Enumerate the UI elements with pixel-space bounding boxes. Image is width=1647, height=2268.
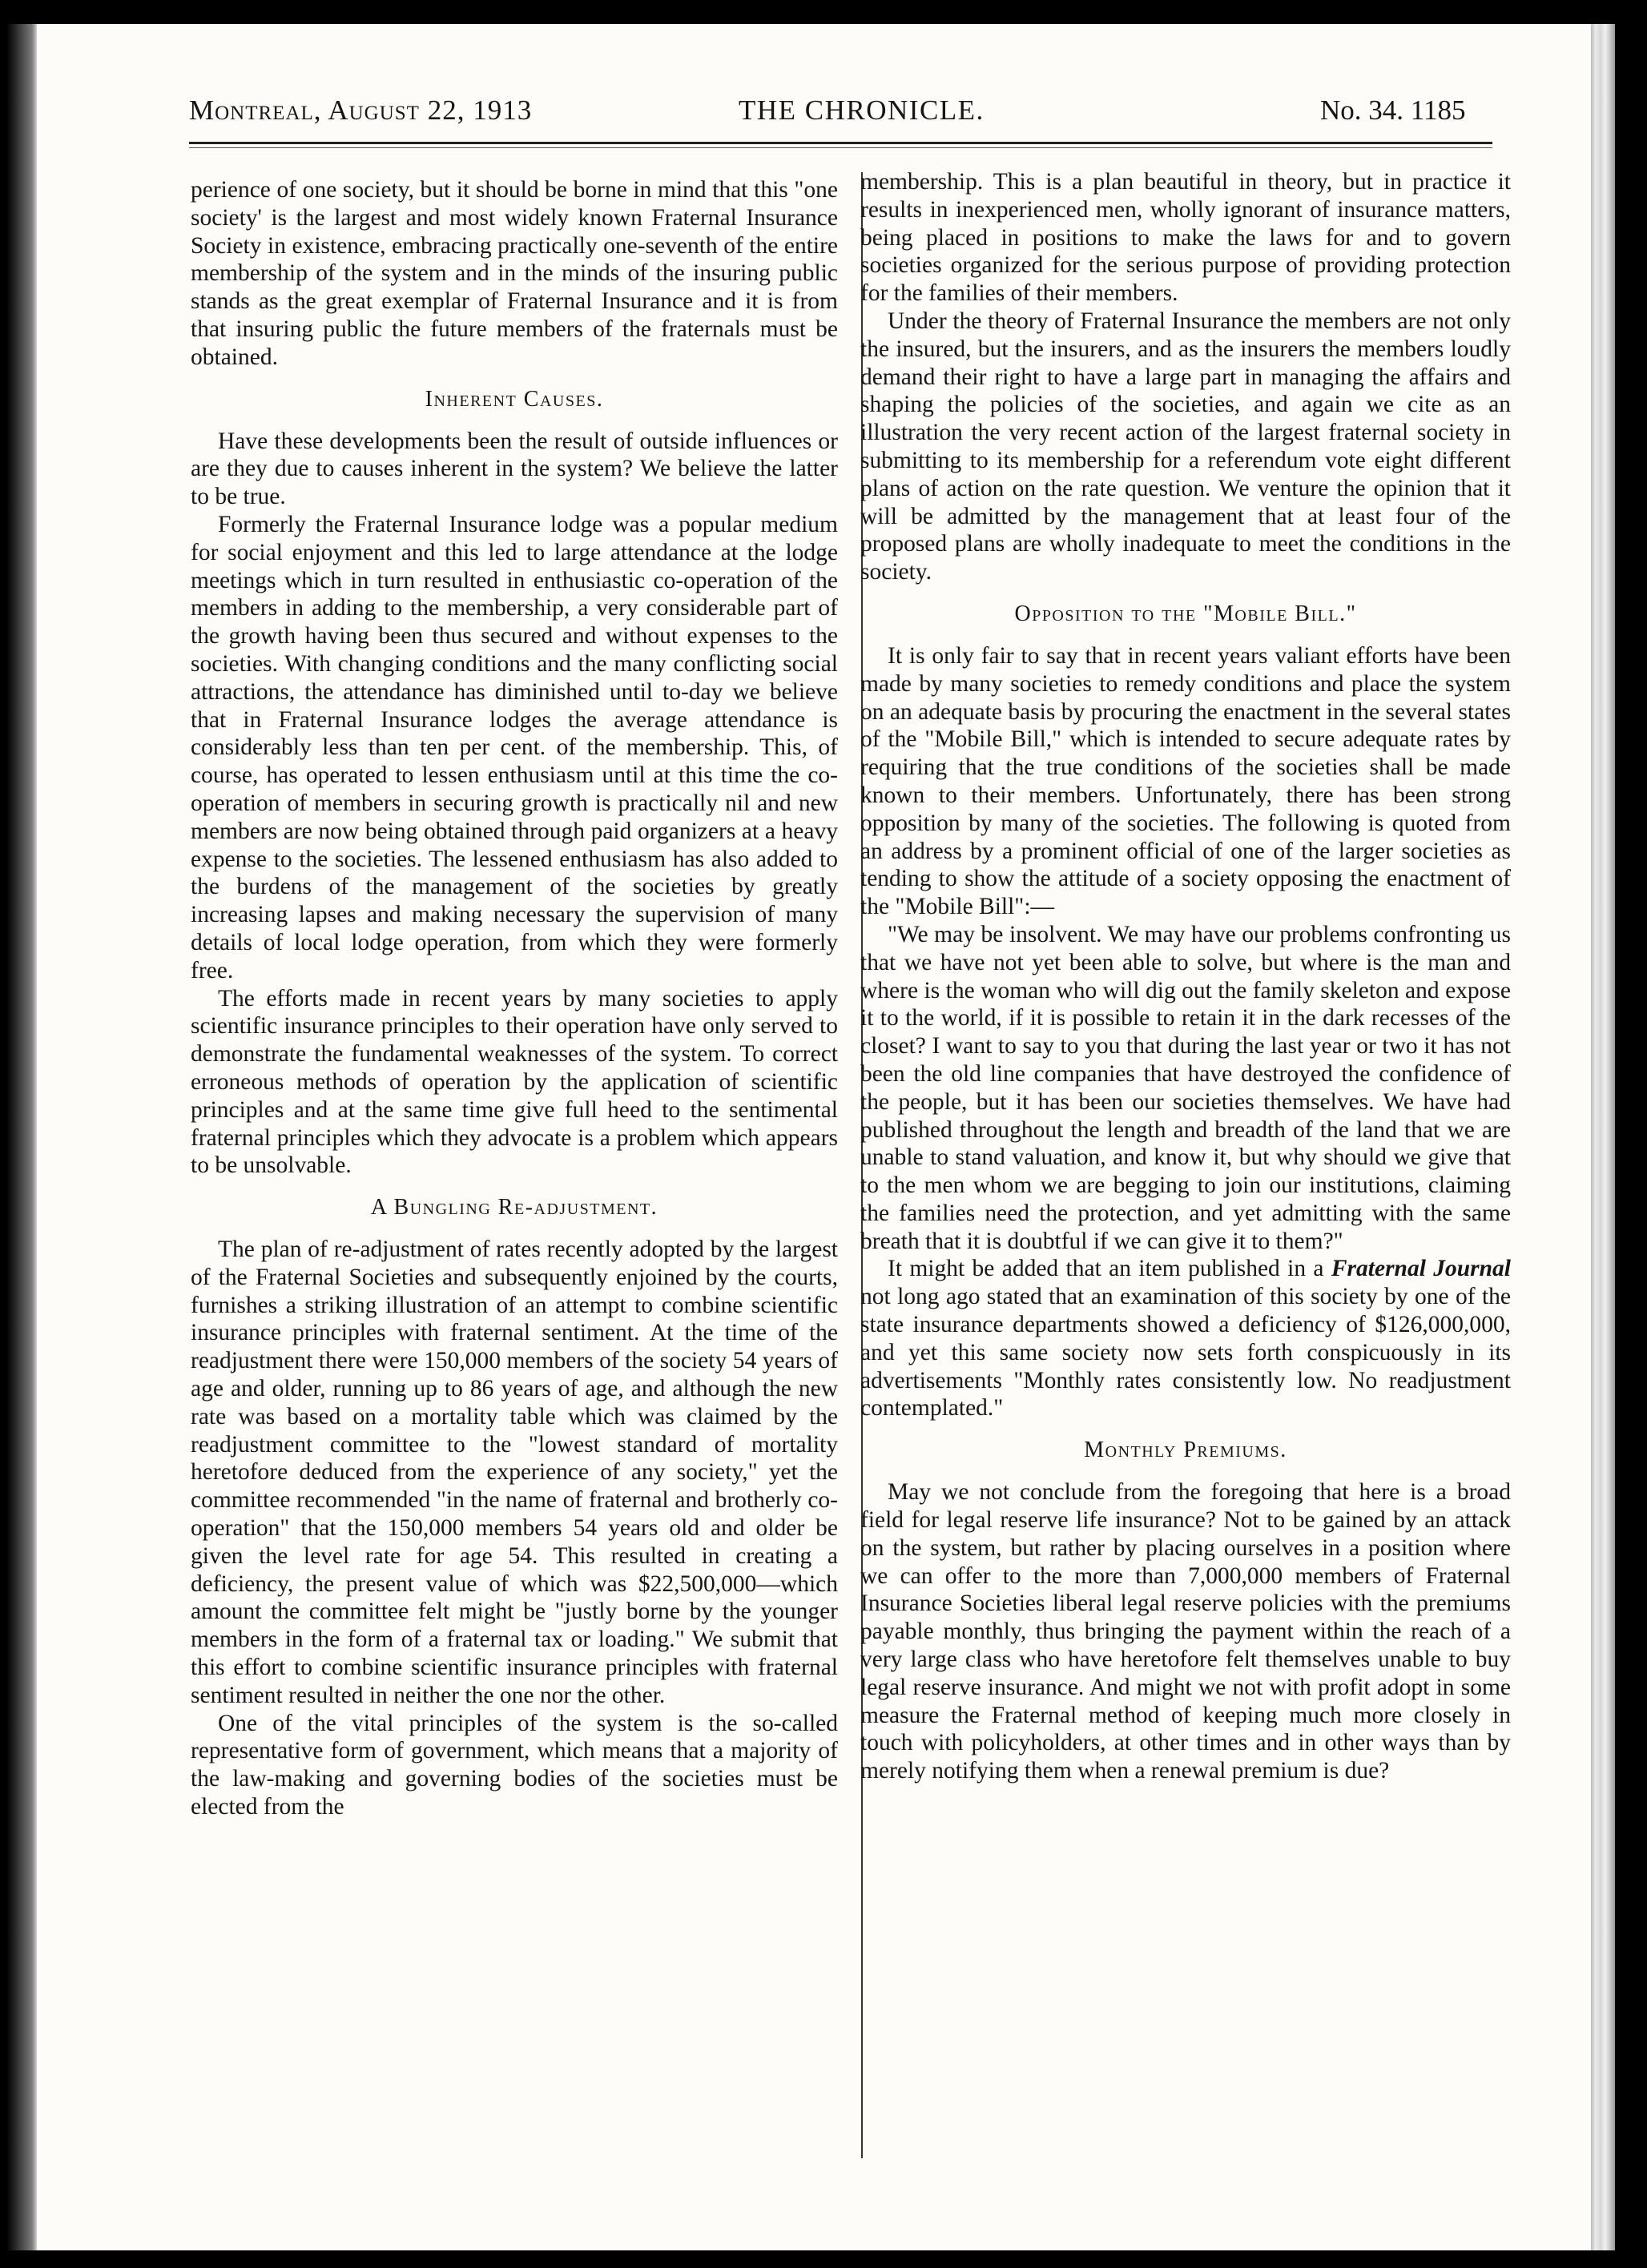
left-column <box>191 176 838 1821</box>
paragraph: Have these developments been the result of outside influences or are they due to causes inherent in the system? We believe the latter to be true. <box>191 428 838 510</box>
header-rule <box>189 142 1492 144</box>
quoted-paragraph: "We may be insolvent. We may have our problems confronting us that we have not yet been able to solve, but where is the man and where is the woman who will dig out the family skeleton and expose it to the world, if it is possible to retain it in the dark recesses of the closet? I want to say to you that during the last year or two it has not been the old line companies that have destroyed the confidence of the people, but it has been our societies themselves. We have had published throughout the length and breadth of the land that we are unable to stand valuation, and know it, but why should we give that to the men whom we are begging to join our institutions, claiming the families need the protection, and yet admitting with the same breath that it is doubtful if we can give it to them?" <box>860 921 1511 1254</box>
right-column <box>860 168 1511 1785</box>
section-heading-inherent-causes: Inherent Causes. <box>425 386 604 412</box>
header-dateline: Montreal, August 22, 1913 <box>189 94 533 126</box>
paragraph: perience of one society, but it should be borne in mind that this "one society' is the largest and most widely known Fraternal Insurance Society in existence, embracing practically one-seventh of the entire membership of the system and in the minds of the insuring public stands as the great exemplar of Fraternal Insurance and it is from that insuring public the future members of the fraternals must be obtained. <box>191 177 838 370</box>
page-left-edge <box>0 24 37 2250</box>
paragraph: The efforts made in recent years by many societies to apply scientific insurance principles to their operation have only served to demonstrate the fundamental weaknesses of the system. To correct erroneous methods of operation by the application of scientific principles and at the same time give full heed to the sentimental fraternal principles which they advocate is a problem which appears to be unsolvable. <box>191 985 838 1179</box>
paragraph <box>860 1255 1511 1422</box>
header-issue-page: No. 34. 1185 <box>1320 94 1466 126</box>
paragraph: One of the vital principles of the system is the so-called representative form of government, which means that a majority of the law-making and governing bodies of the societies must be elected from the <box>191 1710 838 1820</box>
journal-title: Fraternal Journal <box>1331 1256 1511 1282</box>
section-heading-bungling-readjustment: A Bungling Re-adjustment. <box>370 1195 658 1220</box>
text-span: not long ago stated that an examination of this society by one of the state insurance departments showed a deficiency of $126,000,000, and yet this same society now sets forth conspicuously in its advertisements "Monthly rates consistently low. No readjustment contemplated." <box>860 1284 1511 1422</box>
paragraph: membership. This is a plan beautiful in theory, but in practice it results in inexperienced men, wholly ignorant of insurance matters, being placed in positions to make the laws for and to govern societies organized for the serious purpose of providing protection for the families of their members. <box>860 169 1511 307</box>
section-heading-monthly-premiums: Monthly Premiums. <box>1084 1438 1287 1463</box>
section-heading-mobile-bill: Opposition to the "Mobile Bill." <box>1014 601 1357 626</box>
paragraph: May we not conclude from the foregoing that here is a broad field for legal reserve life insurance? Not to be gained by an attack on the system, but rather by placing ourselves in a position where we can offer to the more than 7,000,000 members of Fraternal Insurance Societies liberal legal reserve policies with the premiums payable monthly, thus bringing the payment within the reach of a very large class who have heretofore felt themselves unable to buy legal reserve insurance. And might we not with profit adopt in some measure the Fraternal method of keeping much more closely in touch with policyholders, at other times and in other ways than by merely notifying them when a renewal premium is due? <box>860 1479 1511 1784</box>
paragraph: It is only fair to say that in recent years valiant efforts have been made by many societies to remedy conditions and place the system on an adequate basis by procuring the enactment in the several states of the "Mobile Bill," which is intended to secure adequate rates by requiring that the true conditions of the societies shall be made known to their members. Unfortunately, there has been strong opposition by many of the societies. The following is quoted from an address by a prominent official of one of the larger societies as tending to show the attitude of a society opposing the enactment of the "Mobile Bill":— <box>860 642 1511 920</box>
page-right-edge <box>1591 24 1615 2250</box>
paragraph: Formerly the Fraternal Insurance lodge was a popular medium for social enjoyment and this led to large attendance at the lodge meetings which in turn resulted in enthusiastic co-operation of the members in adding to the membership, a very considerable part of the growth having been thus secured and without expenses to the societies. With changing conditions and the many conflicting social attractions, the attendance has diminished until to-day we believe that in Fraternal Insurance lodges the average attendance is considerably less than ten per cent. of the membership. This, of course, has operated to lessen enthusiasm until at this time the co-operation of members in securing growth is practically nil and new members are now being obtained through paid organizers at a heavy expense to the societies. The lessened enthusiasm has also added to the burdens of the management of the societies by greatly increasing lapses and making necessary the supervision of many details of local lodge operation, from which they were formerly free. <box>191 511 838 983</box>
text-span: It might be added that an item published in a <box>888 1256 1331 1282</box>
header-masthead: THE CHRONICLE. <box>739 94 985 126</box>
header-rule-thin <box>189 147 1492 148</box>
paragraph: Under the theory of Fraternal Insurance the members are not only the insured, but the insurers, and as the insurers the members loudly demand their right to have a large part in managing the affairs and shaping the policies of the societies, and again we cite as an illustration the very recent action of the largest fraternal society in submitting to its membership for a referendum vote eight different plans of action on the rate question. We venture the opinion that it will be admitted by the management that at least four of the proposed plans are wholly inadequate to meet the conditions in the society. <box>860 308 1511 585</box>
paragraph: The plan of re-adjustment of rates recently adopted by the largest of the Fraternal Societies and subsequently enjoined by the courts, furnishes a striking illustration of an attempt to combine scientific insurance principles with fraternal sentiment. At the time of the readjustment there were 150,000 members of the society 54 years of age and older, running up to 86 years of age, and although the new rate was based on a mortality table which was claimed by the readjustment committee to the "lowest standard of mortality heretofore deduced from the experience of any society," yet the committee recommended "in the name of fraternal and brotherly co-operation" that the 150,000 members 54 years old and older be given the level rate for age 54. This resulted in creating a deficiency, the present value of which was $22,500,000—which amount the committee felt might be "justly borne by the younger members in the form of a fraternal tax or loading." We submit that this effort to combine scientific insurance principles with fraternal sentiment resulted in neither the one nor the other. <box>191 1237 838 1708</box>
